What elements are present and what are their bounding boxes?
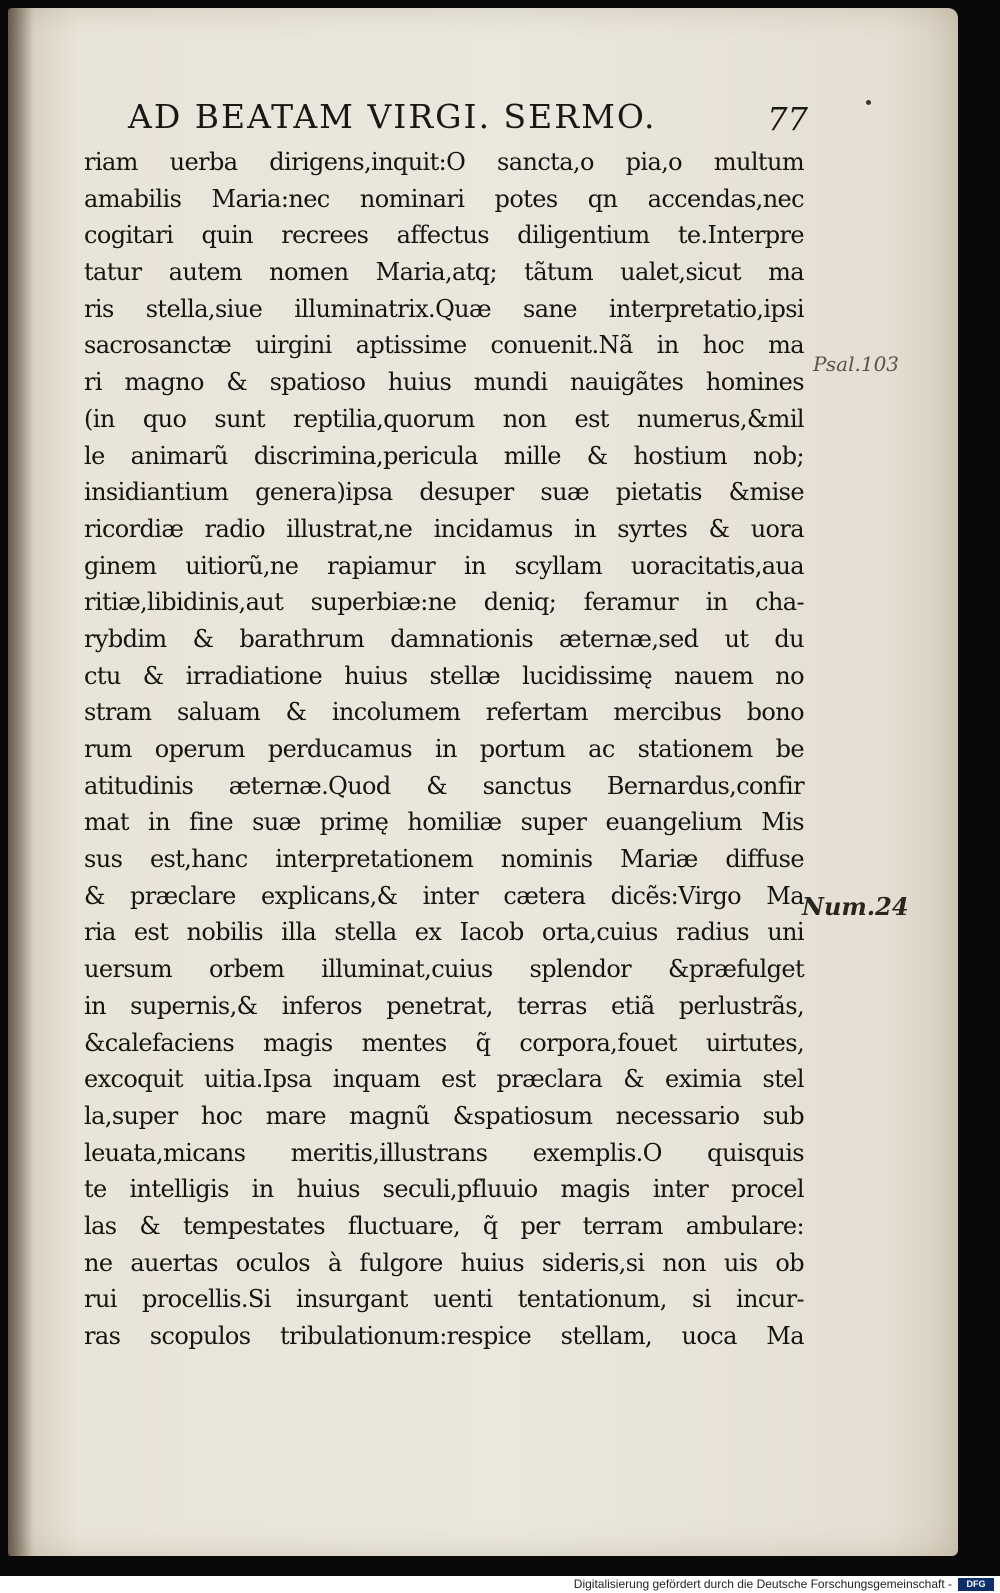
text-line: tatur autem nomen Maria,atq; tãtum ualet,sicut ma xyxy=(84,258,804,287)
text-line: las & tempestates fluctuare, q̃ per terram ambulare: xyxy=(84,1211,804,1240)
text-line: rum operum perducamus in portum ac stationem be xyxy=(84,735,804,763)
text-line: & præclare explicans,& inter cætera dicẽs:Virgo Ma xyxy=(84,881,804,910)
text-line: excoquit uitia.Ipsa inquam est præclara & eximia stel xyxy=(84,1065,804,1094)
text-line: ne auertas oculos à fulgore huius sideris,si non uis ob xyxy=(84,1248,804,1277)
margin-note-psalm: Psal.103 xyxy=(813,352,900,376)
text-line: ginem uitiorũ,ne rapiamur in scyllam uoracitatis,aua xyxy=(84,551,804,580)
text-line: stram saluam & incolumem refertam mercibus bono xyxy=(84,698,804,727)
text-line: ritiæ,libidinis,aut superbiæ:ne deniq; feramur in cha- xyxy=(84,588,804,617)
page-number: 77 xyxy=(767,100,808,138)
running-head xyxy=(118,92,808,142)
text-line: insidiantium genera)ipsa desuper suæ pietatis &mise xyxy=(84,478,804,507)
footer-bar xyxy=(0,1576,1000,1593)
text-line: ri magno & spatioso huius mundi nauigãtes homines xyxy=(84,368,804,397)
text-line: sus est,hanc interpretationem nominis Mariæ diffuse xyxy=(84,845,804,874)
margin-note-num: Num.24 xyxy=(802,892,909,921)
text-line: atitudinis æternæ.Quod & sanctus Bernardus,confir xyxy=(84,771,804,800)
text-line: riam uerba dirigens,inquit:O sancta,o pia,o multum xyxy=(84,148,804,176)
dfg-logo: DFG xyxy=(958,1578,994,1591)
text-line: la,super hoc mare magnũ &spatiosum necessario sub xyxy=(84,1101,804,1130)
gutter-shadow xyxy=(8,8,34,1556)
text-line: leuata,micans meritis,illustrans exemplis.O quisquis xyxy=(84,1138,804,1167)
text-line: ricordiæ radio illustrat,ne incidamus in syrtes & uora xyxy=(84,514,804,543)
book-page xyxy=(8,8,958,1556)
ink-speck xyxy=(866,100,871,105)
text-line: ras scopulos tribulationum:respice stellam, uoca Ma xyxy=(84,1322,804,1350)
text-line: &calefaciens magis mentes q̃ corpora,fouet uirtutes, xyxy=(84,1028,804,1057)
text-line: amabilis Maria:nec nominari potes qn accendas,nec xyxy=(84,184,804,213)
text-line: ctu & irradiatione huius stellæ lucidissimę nauem no xyxy=(84,661,804,690)
text-line: uersum orbem illuminat,cuius splendor &præfulget xyxy=(84,955,804,984)
text-line: ris stella,siue illuminatrix.Quæ sane interpretatio,ipsi xyxy=(84,294,804,323)
text-line: rybdim & barathrum damnationis æternæ,sed ut du xyxy=(84,624,804,653)
footer-credit: Digitalisierung gefördert durch die Deutsche Forschungsgemeinschaft - xyxy=(573,1577,952,1591)
text-line: rui procellis.Si insurgant uenti tentationum, si incur- xyxy=(84,1285,804,1314)
text-line: le animarũ discrimina,pericula mille & hostium nob; xyxy=(84,441,804,470)
running-title: AD BEATAM VIRGI. SERMO. xyxy=(128,97,657,136)
text-line: (in quo sunt reptilia,quorum non est numerus,&mil xyxy=(84,404,804,433)
body-text xyxy=(84,144,804,1355)
text-line: sacrosanctæ uirgini aptissime conuenit.Nã in hoc ma xyxy=(84,331,804,360)
text-line: ria est nobilis illa stella ex Iacob orta,cuius radius uni xyxy=(84,918,804,947)
text-line: in supernis,& inferos penetrat, terras etiã perlustrãs, xyxy=(84,991,804,1020)
text-line: mat in fine suæ primę homiliæ super euangelium Mis xyxy=(84,808,804,837)
text-line: cogitari quin recrees affectus diligentium te.Interpre xyxy=(84,221,804,250)
text-line: te intelligis in huius seculi,pfluuio magis inter procel xyxy=(84,1175,804,1204)
